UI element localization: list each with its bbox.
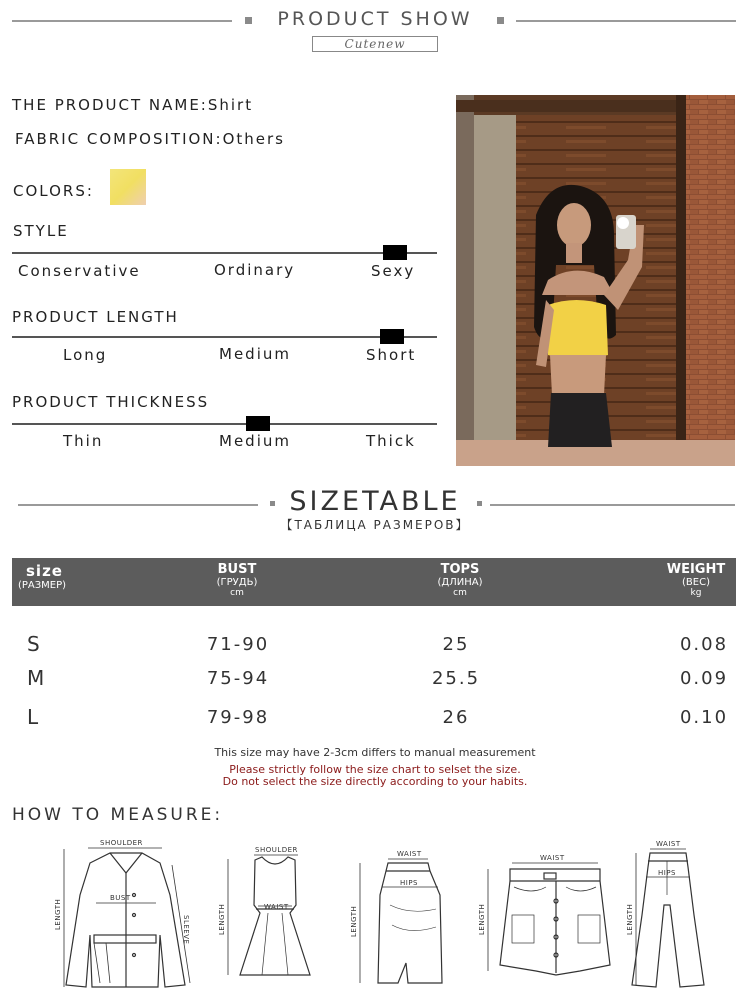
header-bust-ru: (ГРУДЬ) — [216, 577, 258, 588]
sizetable-rule-right — [490, 504, 735, 506]
header-bust-label: BUST — [217, 562, 257, 577]
row-size: S — [27, 632, 40, 656]
style-scale-line — [12, 252, 437, 254]
skirt-length-label: LENGTH — [350, 905, 358, 937]
length-selected-marker — [380, 329, 404, 344]
header-weight-label: WEIGHT — [666, 562, 726, 577]
sizetable-subtitle: 【ТАБЛИЦА РАЗМЕРОВ】 — [280, 518, 470, 532]
sizetable-title: SIZETABLE — [289, 486, 461, 517]
length-option-long: Long — [63, 346, 108, 364]
thickness-selected-marker — [246, 416, 270, 431]
measurement-diagrams — [0, 835, 750, 995]
thickness-scale-line — [12, 423, 437, 425]
row-bust: 79-98 — [206, 707, 270, 728]
row-weight: 0.08 — [679, 634, 729, 655]
fabric-value: Others — [222, 130, 285, 148]
header-size-label: size — [26, 562, 63, 580]
page-title: PRODUCT SHOW — [277, 8, 473, 30]
row-size: L — [27, 705, 39, 729]
denim-waist-label: WAIST — [540, 854, 565, 862]
product-photo — [456, 95, 735, 466]
header-ornament-right — [497, 17, 504, 24]
pants-length-label: LENGTH — [626, 903, 634, 935]
header-bust — [197, 562, 277, 598]
header-weight-ru: (ВЕС) — [682, 577, 710, 588]
size-warning-1: Please strictly follow the size chart to selset the size. — [229, 763, 521, 776]
length-scale-line — [12, 336, 437, 338]
row-bust: 71-90 — [206, 634, 270, 655]
length-option-medium: Medium — [219, 345, 291, 363]
header-tops-unit: cm — [453, 588, 467, 598]
jacket-sleeve-label: SLEEVE — [182, 915, 190, 945]
thickness-option-thick: Thick — [366, 432, 416, 450]
jacket-diagram — [66, 853, 185, 987]
style-option-ordinary: Ordinary — [214, 261, 296, 279]
thickness-option-thin: Thin — [63, 432, 104, 450]
size-table-header — [12, 558, 736, 606]
dress-diagram — [240, 857, 310, 975]
product-name-row — [12, 96, 253, 114]
brand-label: Cutenew — [312, 36, 438, 52]
product-name-value: Shirt — [207, 96, 254, 114]
skirt-hips-label: HIPS — [400, 879, 418, 887]
header-weight — [656, 562, 736, 598]
jacket-bust-label: BUST — [110, 894, 131, 902]
row-bust: 75-94 — [206, 668, 270, 689]
style-option-sexy: Sexy — [371, 262, 416, 280]
row-tops: 25.5 — [431, 668, 481, 689]
header-tops-ru: (ДЛИНА) — [437, 577, 483, 588]
style-selected-marker — [383, 245, 407, 260]
header-tops — [420, 562, 500, 598]
header-rule-right — [516, 20, 736, 22]
how-to-measure-title: HOW TO MEASURE: — [12, 805, 224, 825]
header-size — [16, 562, 76, 591]
size-warning-2: Do not select the size directly according to your habits. — [222, 775, 528, 788]
dress-waist-label: WAIST — [264, 903, 289, 911]
style-title: STYLE — [13, 222, 69, 240]
row-tops: 26 — [442, 707, 470, 728]
row-tops: 25 — [442, 634, 470, 655]
style-option-conservative: Conservative — [18, 262, 141, 280]
skirt-waist-label: WAIST — [397, 850, 422, 858]
length-title: PRODUCT LENGTH — [12, 308, 179, 326]
denim-skirt-diagram — [500, 869, 610, 975]
pants-hips-label: HIPS — [658, 869, 676, 877]
thickness-title: PRODUCT THICKNESS — [12, 393, 210, 411]
fabric-label: FABRIC COMPOSITION: — [15, 130, 223, 148]
row-weight: 0.09 — [679, 668, 729, 689]
header-tops-label: TOPS — [440, 562, 480, 577]
dress-shoulder-label: SHOULDER — [255, 846, 298, 854]
header-bust-unit: cm — [230, 588, 244, 598]
color-swatch-yellow[interactable] — [110, 169, 146, 205]
size-note: This size may have 2-3cm differs to manual measurement — [214, 746, 536, 759]
colors-label: COLORS: — [13, 182, 94, 200]
fabric-row — [15, 130, 285, 148]
header-weight-unit: kg — [690, 588, 702, 598]
product-photo-illustration — [456, 95, 735, 466]
pants-waist-label: WAIST — [656, 840, 681, 848]
header-size-ru: (РАЗМЕР) — [18, 580, 67, 591]
dress-length-label: LENGTH — [218, 903, 226, 935]
thickness-option-medium: Medium — [219, 432, 291, 450]
sizetable-ornament-right — [477, 501, 482, 506]
denim-length-label: LENGTH — [478, 903, 486, 935]
length-option-short: Short — [366, 346, 417, 364]
product-name-label: THE PRODUCT NAME: — [12, 96, 208, 114]
row-size: M — [27, 666, 45, 690]
jacket-shoulder-label: SHOULDER — [100, 839, 143, 847]
jacket-length-label: LENGTH — [54, 898, 62, 930]
row-weight: 0.10 — [679, 707, 729, 728]
